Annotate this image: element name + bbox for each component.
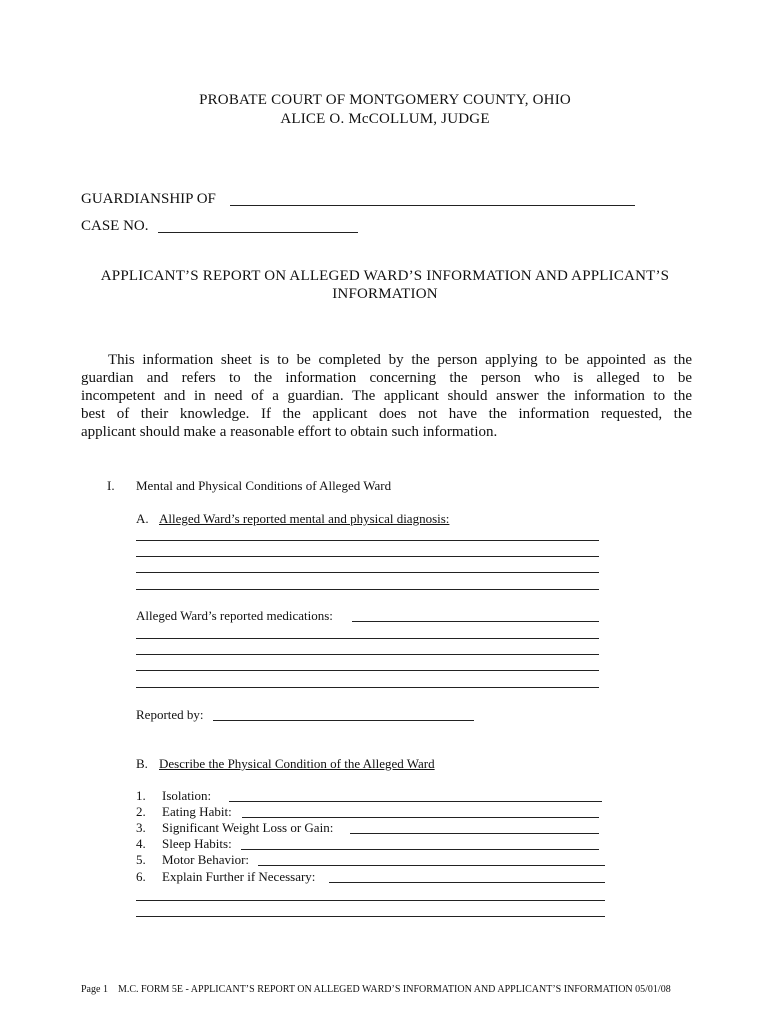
- medications-answer-line[interactable]: [136, 654, 599, 655]
- medications-answer-line[interactable]: [136, 687, 599, 688]
- diagnosis-answer-line[interactable]: [136, 556, 599, 557]
- item-number: 1.: [136, 788, 146, 803]
- section-numeral: I.: [107, 478, 115, 493]
- motor-behavior-field[interactable]: [258, 865, 605, 866]
- item-number: 2.: [136, 804, 146, 819]
- intro-line: guardian and refers to the information concerning the person who is alleged to be: [81, 370, 692, 386]
- medications-label: Alleged Ward’s reported medications:: [136, 608, 333, 623]
- guardianship-field[interactable]: [230, 205, 635, 206]
- explain-further-label: Explain Further if Necessary:: [162, 869, 316, 884]
- intro-paragraph: [81, 351, 692, 441]
- form-title-line1: APPLICANT’S REPORT ON ALLEGED WARD’S INFORMATION AND APPLICANT’S: [100, 268, 670, 284]
- weight-change-field[interactable]: [350, 833, 599, 834]
- motor-behavior-label: Motor Behavior:: [162, 852, 250, 867]
- part-b-label: Describe the Physical Condition of the Alleged Ward: [159, 756, 435, 771]
- sleep-habits-label: Sleep Habits:: [162, 836, 232, 851]
- intro-line: incompetent and in need of a guardian. The applicant should answer the information to the: [81, 388, 692, 404]
- part-a-letter: A.: [136, 511, 149, 526]
- sleep-habits-field[interactable]: [241, 849, 599, 850]
- part-a-label: Alleged Ward’s reported mental and physical diagnosis:: [159, 511, 450, 526]
- section-title: Mental and Physical Conditions of Alleged Ward: [136, 478, 392, 493]
- guardianship-label: GUARDIANSHIP OF: [81, 191, 216, 207]
- diagnosis-answer-line[interactable]: [136, 540, 599, 541]
- item-number: 4.: [136, 836, 146, 851]
- form-footer: M.C. FORM 5E - APPLICANT’S REPORT ON ALLEGED WARD’S INFORMATION AND APPLICANT’S INFORMATION 05/01/08: [118, 984, 671, 995]
- medications-answer-line[interactable]: [136, 670, 599, 671]
- medications-answer-line[interactable]: [136, 638, 599, 639]
- explain-further-line[interactable]: [136, 900, 605, 901]
- isolation-label: Isolation:: [162, 788, 212, 803]
- eating-habit-field[interactable]: [242, 817, 599, 818]
- eating-habit-label: Eating Habit:: [162, 804, 232, 819]
- item-number: 5.: [136, 852, 146, 867]
- reported-by-field[interactable]: [213, 720, 474, 721]
- diagnosis-answer-line[interactable]: [136, 589, 599, 590]
- part-b-letter: B.: [136, 756, 148, 771]
- judge-name: ALICE O. McCOLLUM, JUDGE: [280, 111, 490, 127]
- medications-answer-line[interactable]: [352, 621, 599, 622]
- form-title-line2: INFORMATION: [332, 286, 438, 302]
- case-no-label: CASE NO.: [81, 218, 149, 234]
- reported-by-label: Reported by:: [136, 707, 204, 722]
- weight-change-label: Significant Weight Loss or Gain:: [162, 820, 334, 835]
- explain-further-field[interactable]: [329, 882, 605, 883]
- isolation-field[interactable]: [229, 801, 602, 802]
- diagnosis-answer-line[interactable]: [136, 572, 599, 573]
- case-no-field[interactable]: [158, 232, 358, 233]
- item-number: 6.: [136, 869, 146, 884]
- intro-line: applicant should make a reasonable effort to obtain such information.: [81, 424, 498, 440]
- item-number: 3.: [136, 820, 146, 835]
- intro-line: best of their knowledge. If the applicant does not have the information requested, the: [81, 406, 692, 422]
- court-name: PROBATE COURT OF MONTGOMERY COUNTY, OHIO: [199, 92, 571, 108]
- explain-further-line[interactable]: [136, 916, 605, 917]
- intro-line: This information sheet is to be completed by the person applying to be appointed as the: [108, 352, 692, 368]
- page-number: Page 1: [81, 984, 108, 995]
